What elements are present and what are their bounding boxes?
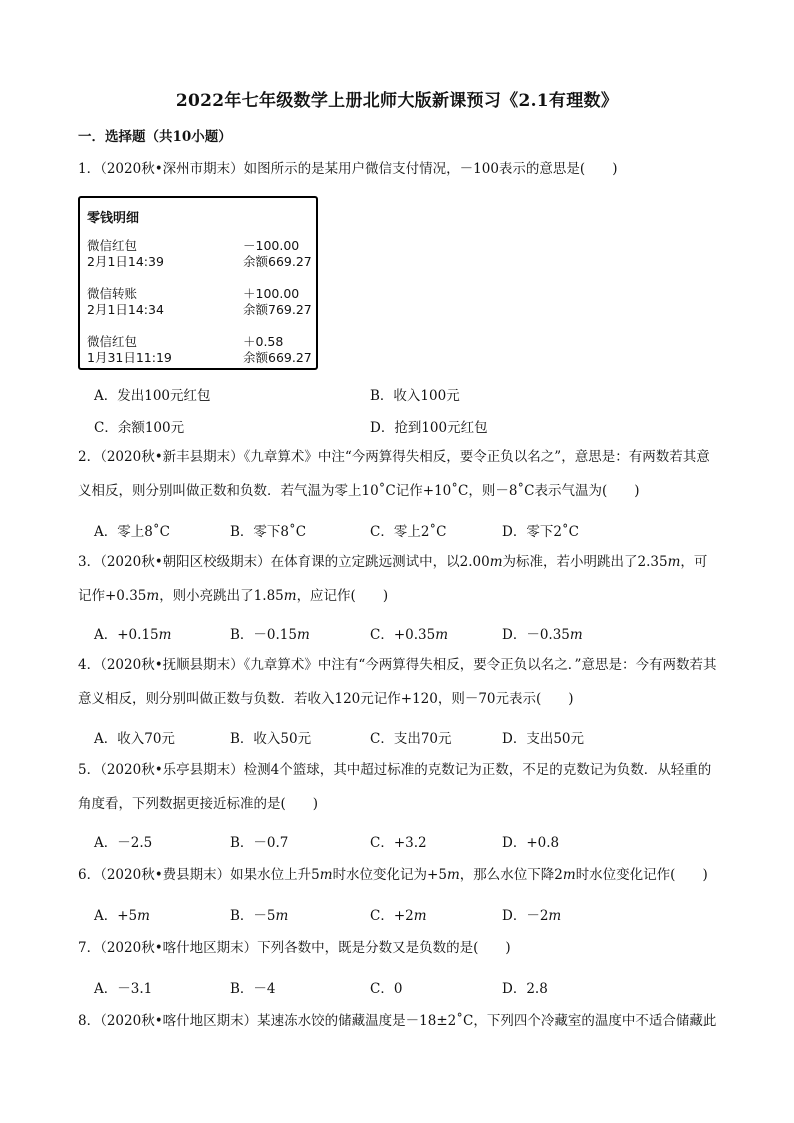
wallet-entry-amount: ＋0.58 <box>243 334 284 349</box>
option-c[interactable]: C．零上2˚C <box>370 524 447 540</box>
wallet-entry-balance: 余额769.27 <box>243 302 312 317</box>
option-b[interactable]: B．收入100元 <box>370 388 460 404</box>
wallet-entry-time: 2月1日14:34 <box>87 302 164 317</box>
question-7-options <box>94 977 714 1001</box>
wallet-entry-amount: －100.00 <box>243 238 300 253</box>
option-a[interactable]: A．发出100元红包 <box>94 388 211 404</box>
question-2-options <box>94 520 714 544</box>
wallet-entry-balance: 余额669.27 <box>243 254 312 269</box>
option-d[interactable]: D．－2m <box>502 908 562 924</box>
option-a[interactable]: A．－3.1 <box>94 981 153 997</box>
wallet-entry <box>87 334 313 370</box>
question-5-stem: 5．（2020秋•乐亭县期末）检测4个篮球，其中超过标准的克数记为正数，不足的克数记为负数．从轻重的角度看，下列数据更接近标准的是( ) <box>78 762 712 812</box>
section-heading: 一．选择题（共10小题） <box>78 129 232 145</box>
question-4-options <box>94 727 714 751</box>
option-d[interactable]: D．支出50元 <box>502 731 585 747</box>
wallet-title: 零钱明细 <box>87 211 140 226</box>
question-4-stem: 4．（2020秋•抚顺县期末）《九章算术》中注有“今两算得失相反，要令正负以名之．”意思是：今有两数若其意义相反，则分别叫做正数与负数．若收入120元记作+120，则－70元表示( ) <box>78 657 717 707</box>
option-d[interactable]: D．抢到100元红包 <box>370 420 488 436</box>
wallet-entry-name: 微信红包 <box>87 334 138 349</box>
question-2-stem: 2．（2020秋•新丰县期末）《九章算术》中注“今两算得失相反，要令正负以名之”，意思是：有两数若其意义相反，则分别叫做正数和负数．若气温为零上10˚C记作+10˚C，则－8˚C表示气温为( ) <box>78 449 710 499</box>
option-a[interactable]: A．－2.5 <box>94 835 153 851</box>
wallet-entry-name: 微信红包 <box>87 238 138 253</box>
option-b[interactable]: B．－5m <box>230 908 289 924</box>
option-a[interactable]: A．收入70元 <box>94 731 175 747</box>
question-5-options <box>94 831 714 855</box>
option-c[interactable]: C．支出70元 <box>370 731 452 747</box>
question-1-stem: 1．（2020秋•深州市期末）如图所示的是某用户微信支付情况，－100表示的意思是( ) <box>78 161 618 177</box>
question-1-options <box>94 384 714 436</box>
option-c[interactable]: C．余额100元 <box>94 420 185 436</box>
wechat-wallet-figure <box>78 196 318 370</box>
question-3-options <box>94 623 714 647</box>
question-6-options <box>94 904 714 928</box>
option-c[interactable]: C．+2m <box>370 908 427 924</box>
page-title: 2022年七年级数学上册北师大版新课预习《2.1有理数》 <box>175 91 619 111</box>
option-b[interactable]: B．－0.15m <box>230 627 310 643</box>
wallet-entry-time: 2月1日14:39 <box>87 254 164 269</box>
option-a[interactable]: A．+0.15m <box>94 627 172 643</box>
option-b[interactable]: B．－4 <box>230 981 276 997</box>
question-6-stem: 6．（2020秋•费县期末）如果水位上升5m时水位变化记为+5m，那么水位下降2m时水位变化记作( ) <box>78 867 708 883</box>
option-a[interactable]: A．+5m <box>94 908 150 924</box>
option-a[interactable]: A．零上8˚C <box>94 524 170 540</box>
option-c[interactable]: C．0 <box>370 981 403 997</box>
option-d[interactable]: D．－0.35m <box>502 627 583 643</box>
option-c[interactable]: C．+3.2 <box>370 835 427 851</box>
wallet-entry-amount: ＋100.00 <box>243 286 300 301</box>
option-d[interactable]: D．2.8 <box>502 981 548 997</box>
option-c[interactable]: C．+0.35m <box>370 627 449 643</box>
wallet-entry <box>87 238 313 274</box>
wallet-entry-time: 1月31日11:19 <box>87 350 172 365</box>
option-b[interactable]: B．零下8˚C <box>230 524 307 540</box>
wallet-entry-name: 微信转账 <box>87 286 138 301</box>
option-b[interactable]: B．－0.7 <box>230 835 289 851</box>
option-b[interactable]: B．收入50元 <box>230 731 312 747</box>
question-3-stem: 3．（2020秋•朝阳区校级期末）在体育课的立定跳远测试中，以2.00m为标准，若小明跳出了2.35m，可记作+0.35m，则小亮跳出了1.85m，应记作( ) <box>78 554 708 604</box>
wallet-entry-balance: 余额669.27 <box>243 350 312 365</box>
question-8-stem: 8．（2020秋•喀什地区期末）某速冻水饺的储藏温度是－18±2˚C，下列四个冷藏室的温度中不适合储藏此 <box>78 1013 717 1029</box>
option-d[interactable]: D．零下2˚C <box>502 524 579 540</box>
wallet-entry <box>87 286 313 322</box>
question-7-stem: 7．（2020秋•喀什地区期末）下列各数中，既是分数又是负数的是( ) <box>78 940 511 956</box>
option-d[interactable]: D．+0.8 <box>502 835 560 851</box>
